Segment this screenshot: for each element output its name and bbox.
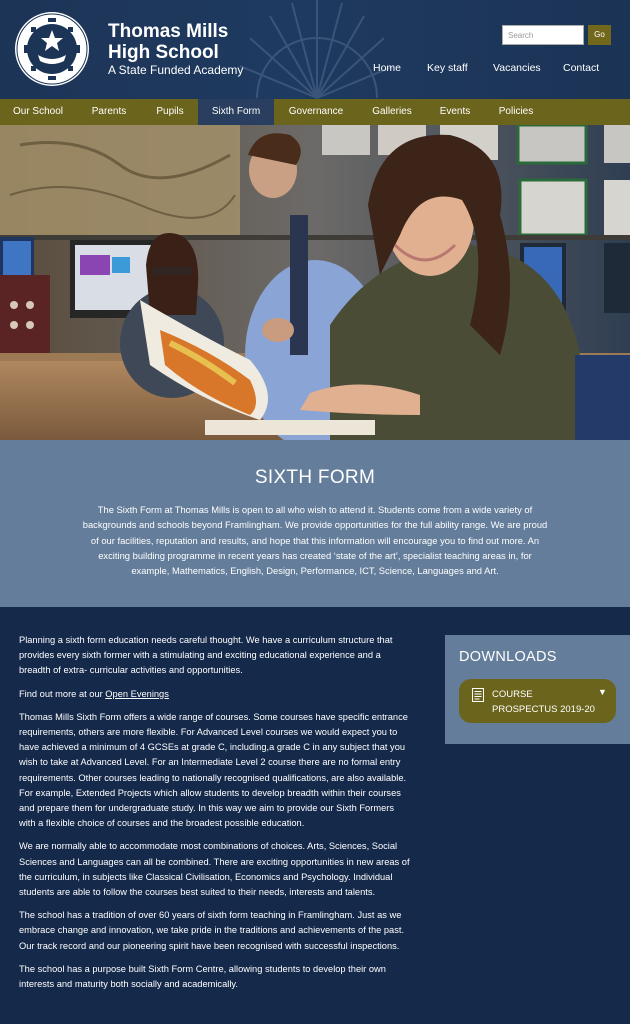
nav-parents[interactable]: Parents: [91, 106, 127, 117]
content-paragraph-4: We are normally able to accommodate most combinations of choices. Arts, Sciences, Social Sciences and Languages can all be combined. There are exciting opportunities in new areas of the curriculum, in subjects like Classical Civilisation, Economics and Psychology. Individual students are able to follow the courses best suited to their needs, interests and talents.: [19, 841, 410, 898]
site-header: [0, 0, 630, 99]
content-paragraph-1: Planning a sixth form education needs careful thought. We have a curriculum structure that provides every sixth former with a stimulating and exciting educational experience and a breadth of extra- curricular activities and opportunities.: [19, 635, 393, 676]
nav-sixth-form[interactable]: Sixth Form: [198, 99, 274, 125]
nav-policies[interactable]: Policies: [498, 106, 534, 117]
page-title: SIXTH FORM: [254, 467, 376, 488]
main-content: [19, 633, 411, 1000]
school-crest-logo[interactable]: [14, 11, 90, 87]
top-link-key-staff[interactable]: Key staff: [427, 62, 468, 74]
nav-galleries[interactable]: Galleries: [372, 106, 412, 117]
search-go-button[interactable]: Go: [588, 25, 611, 45]
course-prospectus-label: COURSE PROSPECTUS 2019-20: [492, 689, 595, 715]
nav-pupils[interactable]: Pupils: [156, 106, 184, 117]
search-input[interactable]: [502, 25, 584, 45]
school-name[interactable]: Thomas Mills High School: [108, 21, 229, 63]
open-evenings-link[interactable]: Open Evenings: [105, 688, 169, 699]
open-evenings-prefix: Find out more at our: [19, 688, 106, 699]
top-link-vacancies[interactable]: Vacancies: [493, 62, 541, 74]
downloads-title: DOWNLOADS: [459, 649, 557, 665]
open-evenings-line: [19, 687, 411, 702]
content-paragraph-6: The school has a purpose built Sixth Form Centre, allowing students to develop their own interests and maturity both socially and academically.: [19, 963, 386, 990]
nav-our-school[interactable]: Our School: [12, 106, 64, 117]
nav-governance[interactable]: Governance: [288, 106, 344, 117]
school-subtitle: A State Funded Academy: [108, 63, 244, 77]
content-paragraph-5: The school has a tradition of over 60 years of sixth form teaching in Framlingham. Just as we embrace change and innovation, we take pride in the traditions and achievements of the past. Our track record and our pioneering spirit have been recognised with successful inspections.: [19, 910, 405, 951]
document-icon: [472, 688, 484, 702]
content-paragraph-3: Thomas Mills Sixth Form offers a wide range of courses. Some courses have specific entrance requirements, others are more flexible. For Advanced Level courses we would expect you to have achieved a minimum of 4 GCSEs at grade C, including,a grade C in any subject that you wish to take at Advanced Level. For an Intermediate Level 2 course there are no formal entry requirements. Other courses leading to nationally recognised qualifications, are also available. For example, Extended Projects which allow students to develop breadth within their courses and prepare them for undergraduate study. In this way we aim to provide our Sixth Formers with a flexible choice of courses and the broadest possible education.: [19, 711, 408, 829]
sixth-form-intro-band: [0, 440, 630, 607]
downloads-panel: [445, 635, 630, 744]
course-prospectus-download[interactable]: [459, 679, 616, 723]
nav-events[interactable]: Events: [439, 106, 471, 117]
main-navigation: [0, 99, 630, 125]
caret-down-icon[interactable]: ▼: [598, 687, 607, 697]
hero-photo: [0, 125, 630, 440]
top-link-contact[interactable]: Contact: [563, 62, 600, 74]
top-link-home[interactable]: Home: [373, 62, 402, 74]
intro-paragraph: The Sixth Form at Thomas Mills is open to all who wish to attend it. Students come from a wide variety of backgrounds and schools beyond Framlingham. We provide opportunities for the full ability range. We are proud of our facilities, reputation and results, and hope that this information will encourage you to find out more. An exciting building programme in recent years has created ‘state of the art’, specialist teaching areas in, for example, Mathematics, English, Design, Performance, ICT, Science, Languages and Art.: [82, 504, 548, 577]
